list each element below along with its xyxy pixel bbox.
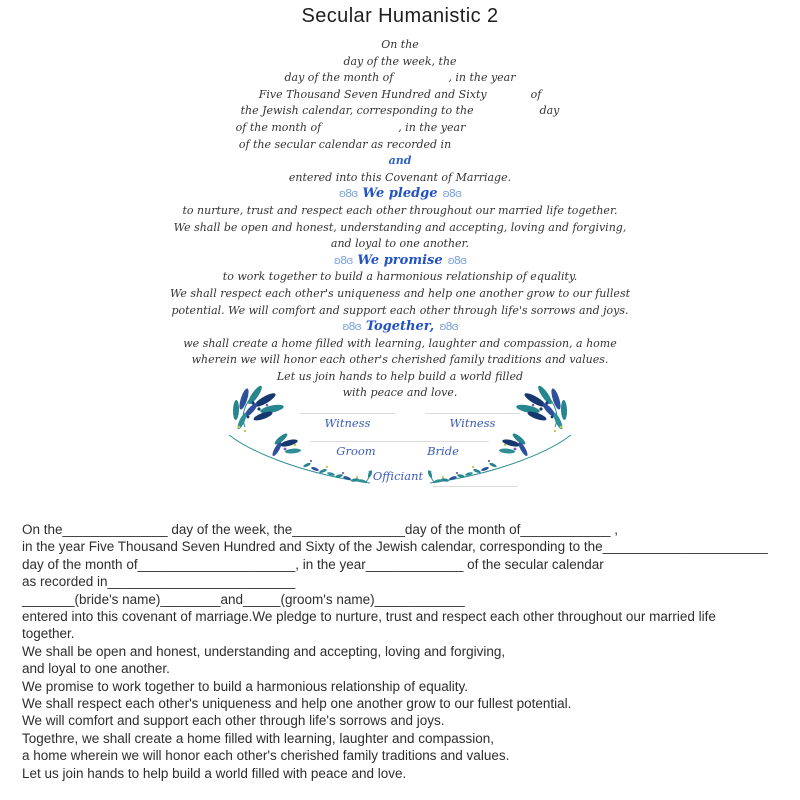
certificate-text-line: Five Thousand Seven Hundred and Sixty of <box>258 87 542 101</box>
certificate-text-line: with peace and love. <box>342 386 458 400</box>
transcription-line: We promise to work together to build a harmonious relationship of equality. <box>22 678 468 694</box>
blank-fill-space <box>465 130 564 131</box>
certificate-text-line: We shall be open and honest, understanding and accepting, loving and forgiving, <box>173 220 627 234</box>
flourish-phrase: We promise <box>357 252 443 268</box>
transcription-line: Let us join hands to help build a world filled with peace and love. <box>22 765 407 781</box>
transcription-line: We shall be open and honest, understanding and accepting, loving and forgiving, <box>22 643 506 659</box>
certificate-text-line: of the secular calendar as recorded in <box>5 137 795 154</box>
flourish-ornament-right: ʚ8ɞ <box>439 320 458 334</box>
transcription-line: together. <box>22 626 75 642</box>
transcription-line: a home wherein we will honor each other's cherished family traditions and values. <box>22 748 510 764</box>
transcription-line: day of the month of_____________________, in the year_____________ of the secular calendar <box>22 556 604 572</box>
witness-right-signature-line <box>425 413 520 430</box>
witness-left-label: Witness <box>324 416 371 430</box>
certificate-preview <box>5 37 795 402</box>
officiant-label: Officiant <box>372 469 424 483</box>
certificate-text-line: of the month of , in the year <box>5 120 795 137</box>
bride-signature-line <box>397 441 489 458</box>
transcription-line: and loyal to one another. <box>22 661 170 677</box>
certificate-text-line: to nurture, trust and respect each other throughout our married life together. <box>182 203 618 217</box>
certificate-text-line: day of the week, the <box>343 54 457 68</box>
groom-signature-line <box>310 441 402 458</box>
certificate-text-line: we shall create a home filled with learning, laughter and compassion, a home <box>183 336 617 350</box>
witness-left-signature-line <box>300 413 395 430</box>
flourish-ornament-left: ʚ8ɞ <box>342 320 361 334</box>
officiant-line <box>433 486 518 487</box>
bride-label: Bride <box>427 444 459 458</box>
transcription-line: We will comfort and support each other through life's sorrows and joys. <box>22 713 445 729</box>
transcription-line: _______(bride's name)________and_____(groom's name)____________ <box>22 591 465 607</box>
certificate-text-line: On the <box>381 38 419 51</box>
certificate-text-line: wherein we will honor each other's cherished family traditions and values. <box>191 353 609 367</box>
certificate-text-line: day of the month of , in the year <box>284 71 516 85</box>
plain-text-lines <box>22 521 782 782</box>
certificate-heading-line <box>5 186 795 203</box>
transcription-line: entered into this covenant of marriage.We pledge to nurture, trust and respect each other throughout our married life <box>22 609 716 625</box>
flourish-phrase: Together, <box>365 319 435 335</box>
flourish-ornament-right: ʚ8ɞ <box>447 253 467 267</box>
signature-area <box>215 383 585 498</box>
blank-fill-space <box>451 147 561 148</box>
certificate-text-line: to work together to build a harmonious relationship of equality. <box>222 270 578 284</box>
certificate-text-line: potential. We will comfort and support each other through life's sorrows and joys. <box>171 303 629 317</box>
certificate-text-line: Let us join hands to help build a world filled <box>276 369 524 383</box>
transcription-line: We shall respect each other's uniqueness and help one another grow to our fullest potential. <box>22 696 572 712</box>
flourish-ornament-left: ʚ8ɞ <box>338 187 358 201</box>
flourish-ornament-right: ʚ8ɞ <box>442 187 462 201</box>
flourish-ornament-left: ʚ8ɞ <box>333 253 353 267</box>
certificate-text-line: and loyal to one another. <box>330 237 470 251</box>
officiant-signature-line <box>352 467 444 483</box>
certificate-lines <box>5 37 795 402</box>
certificate-text-line: the Jewish calendar, corresponding to the day <box>240 104 560 118</box>
page-title: Secular Humanistic 2 <box>301 5 499 27</box>
certificate-text-line: entered into this Covenant of Marriage. <box>288 170 512 184</box>
transcription-line: in the year Five Thousand Seven Hundred and Sixty of the Jewish calendar, corresponding to the______________________ <box>22 539 768 555</box>
certificate-heading-line <box>5 319 795 336</box>
certificate-heading-line <box>5 253 795 270</box>
transcription-line: On the______________ day of the week, the_______________day of the month of____________ , <box>22 522 619 537</box>
transcription-line: as recorded in_________________________ <box>22 574 296 590</box>
certificate-text-line: We shall respect each other's uniqueness and help one another grow to our fullest <box>169 286 631 300</box>
flourish-phrase: We pledge <box>362 186 438 202</box>
certificate-text-line: and <box>388 154 412 168</box>
plain-text-section <box>22 521 782 782</box>
transcription-line: Togethre, we shall create a home filled with learning, laughter and compassion, <box>22 730 495 746</box>
witness-right-label: Witness <box>449 416 496 430</box>
groom-label: Groom <box>336 444 376 458</box>
